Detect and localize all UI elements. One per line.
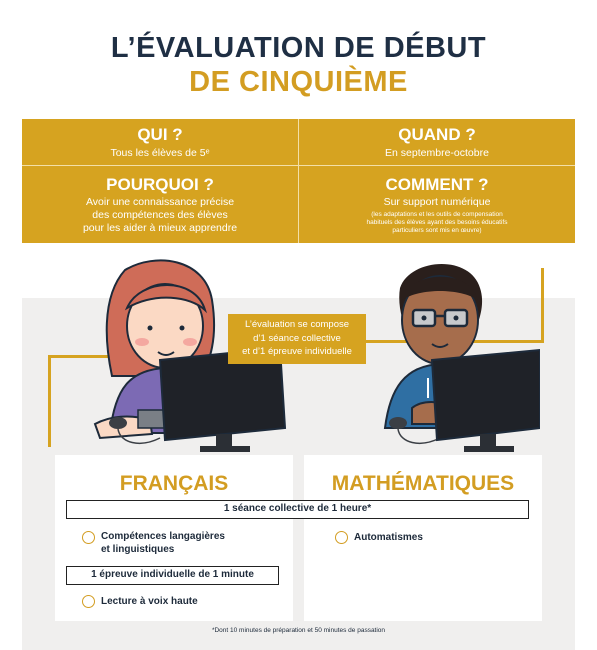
francais-epreuve-item: Lecture à voix haute bbox=[101, 596, 198, 607]
check-icon bbox=[82, 595, 95, 608]
comment-title: COMMENT ? bbox=[385, 175, 489, 194]
maths-title: MATHÉMATIQUES bbox=[331, 472, 515, 495]
pourquoi-line: pour les aider à mieux apprendre bbox=[82, 222, 238, 234]
composition-line: d’1 séance collective bbox=[253, 332, 341, 344]
qui-title: QUI ? bbox=[137, 125, 183, 144]
composition-text bbox=[228, 318, 366, 359]
connector-left-vertical bbox=[48, 355, 51, 447]
pourquoi-line: Avoir une connaissance précise bbox=[85, 196, 235, 208]
epreuve-individuelle-label: 1 épreuve individuelle de 1 minute bbox=[66, 566, 279, 585]
maths-item: Automatismes bbox=[354, 532, 423, 543]
comment-note-line: (les adaptations et les outils de compensation bbox=[371, 211, 503, 218]
quand-text: En septembre-octobre bbox=[385, 147, 489, 159]
footnote: *Dont 10 minutes de préparation et 50 minutes de passation bbox=[211, 627, 386, 634]
page-title: L’ÉVALUATION DE DÉBUT bbox=[110, 32, 487, 64]
pourquoi-line: des compétences des élèves bbox=[92, 209, 228, 221]
composition-line: L’évaluation se compose bbox=[244, 319, 350, 330]
quand-title: QUAND ? bbox=[398, 125, 476, 144]
comment-text: Sur support numérique bbox=[383, 196, 491, 208]
composition-line: et d’1 épreuve individuelle bbox=[242, 346, 352, 357]
pourquoi-text bbox=[22, 196, 298, 235]
grid-divider-horizontal bbox=[22, 165, 575, 166]
check-icon bbox=[82, 531, 95, 544]
comment-note-line: habituels des élèves ayant des besoins éducatifs bbox=[366, 219, 508, 226]
connector-right-vertical bbox=[541, 268, 544, 342]
comment-note-line: particuliers sont mis en œuvre) bbox=[392, 227, 482, 234]
francais-item-line: et linguistiques bbox=[101, 544, 175, 555]
francais-item-line: Compétences langagières bbox=[101, 531, 225, 542]
comment-notes bbox=[299, 211, 575, 235]
computer-icon bbox=[432, 350, 540, 452]
pourquoi-title: POURQUOI ? bbox=[106, 175, 214, 194]
page-subtitle: DE CINQUIÈME bbox=[189, 66, 408, 98]
seance-collective-label: 1 séance collective de 1 heure* bbox=[66, 500, 529, 519]
francais-item bbox=[101, 530, 281, 556]
check-icon bbox=[335, 531, 348, 544]
francais-title: FRANÇAIS bbox=[119, 472, 229, 495]
qui-text: Tous les élèves de 5ᵉ bbox=[110, 147, 210, 159]
